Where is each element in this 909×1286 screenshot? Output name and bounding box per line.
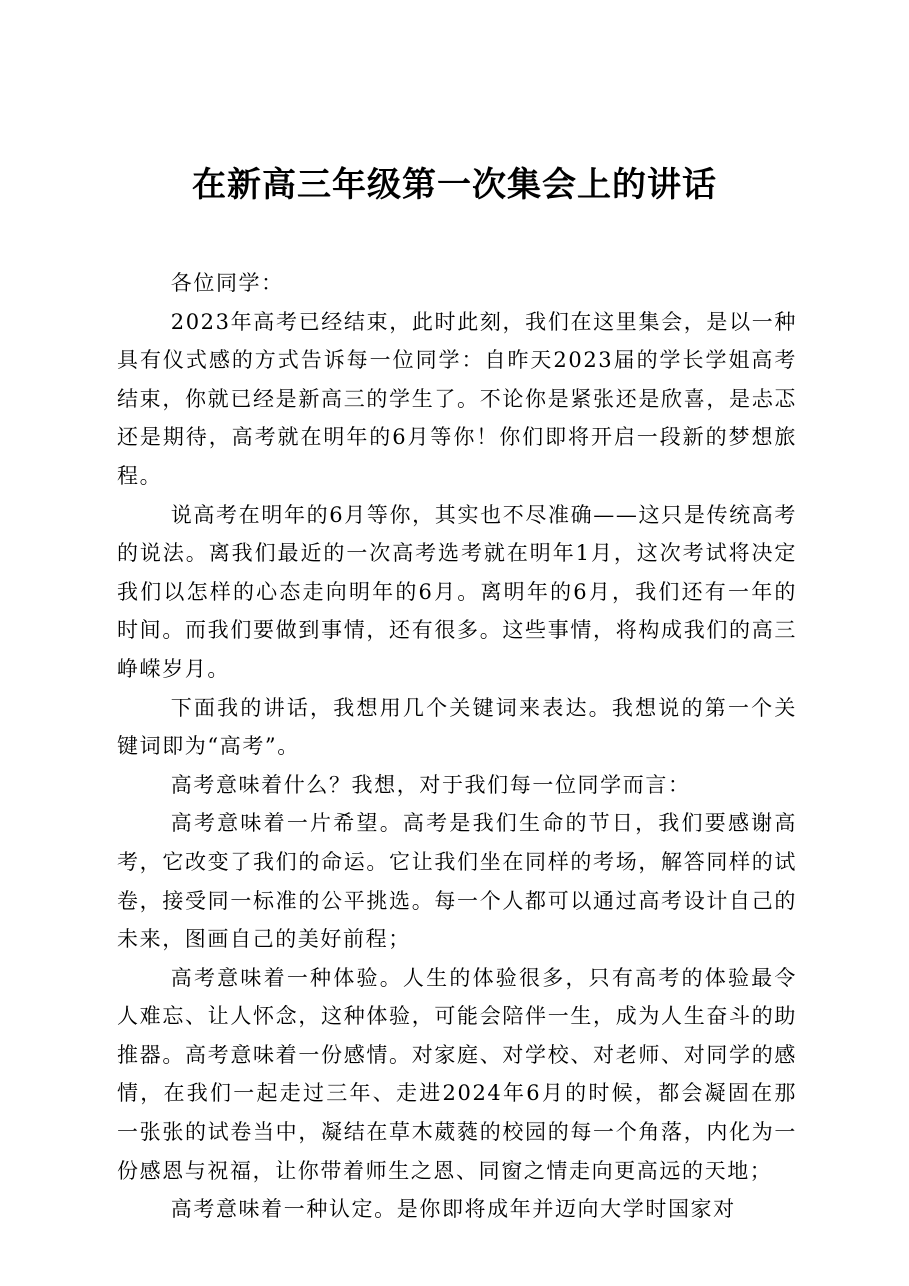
body-paragraph: 高考意味着什么？我想，对于我们每一位同学而言： xyxy=(170,772,691,797)
body-paragraph: 2023年高考已经结束，此时此刻，我们在这里集会，是以一种具有仪式感的方式告诉每一位同学：自昨天2023届的学长学姐高考结束，你就已经是新高三的学生了。不论你是紧张还是欣喜，是忐忑还是期待，高考就在明年的6月等你！你们即将开启一段新的梦想旅程。 xyxy=(117,309,797,488)
body-paragraph: 高考意味着一种体验。人生的体验很多，只有高考的体验最令人难忘、让人怀念，这种体验，可能会陪伴一生，成为人生奋斗的助推器。高考意味着一份感情。对家庭、对学校、对老师、对同学的感情，在我们一起走过三年、走进2024年6月的时候，都会凝固在那一张张的试卷当中，凝结在草木葳蕤的校园的每一个角落，内化为一份感恩与祝福，让你带着师生之恩、同窗之情走向更高远的天地； xyxy=(117,965,797,1183)
body-paragraph: 说高考在明年的6月等你，其实也不尽准确——这只是传统高考的说法。离我们最近的一次高考选考就在明年1月，这次考试将决定我们以怎样的心态走向明年的6月。离明年的6月，我们还有一年的时间。而我们要做到事情，还有很多。这些事情，将构成我们的高三峥嵘岁月。 xyxy=(117,502,797,681)
salutation-paragraph: 各位同学： xyxy=(170,271,284,295)
document-title: 在新高三年级第一次集会上的讲话 xyxy=(192,165,717,205)
body-paragraph: 高考意味着一种认定。是你即将成年并迈向大学时国家对 xyxy=(170,1197,736,1222)
body-paragraph: 下面我的讲话，我想用几个关键词来表达。我想说的第一个关键词即为“高考”。 xyxy=(117,695,797,759)
body-paragraph: 高考意味着一片希望。高考是我们生命的节日，我们要感谢高考，它改变了我们的命运。它让我们坐在同样的考场，解答同样的试卷，接受同一标准的公平挑选。每一个人都可以通过高考设计自己的未来，图画自己的美好前程； xyxy=(117,811,797,952)
document-body xyxy=(117,264,797,1229)
